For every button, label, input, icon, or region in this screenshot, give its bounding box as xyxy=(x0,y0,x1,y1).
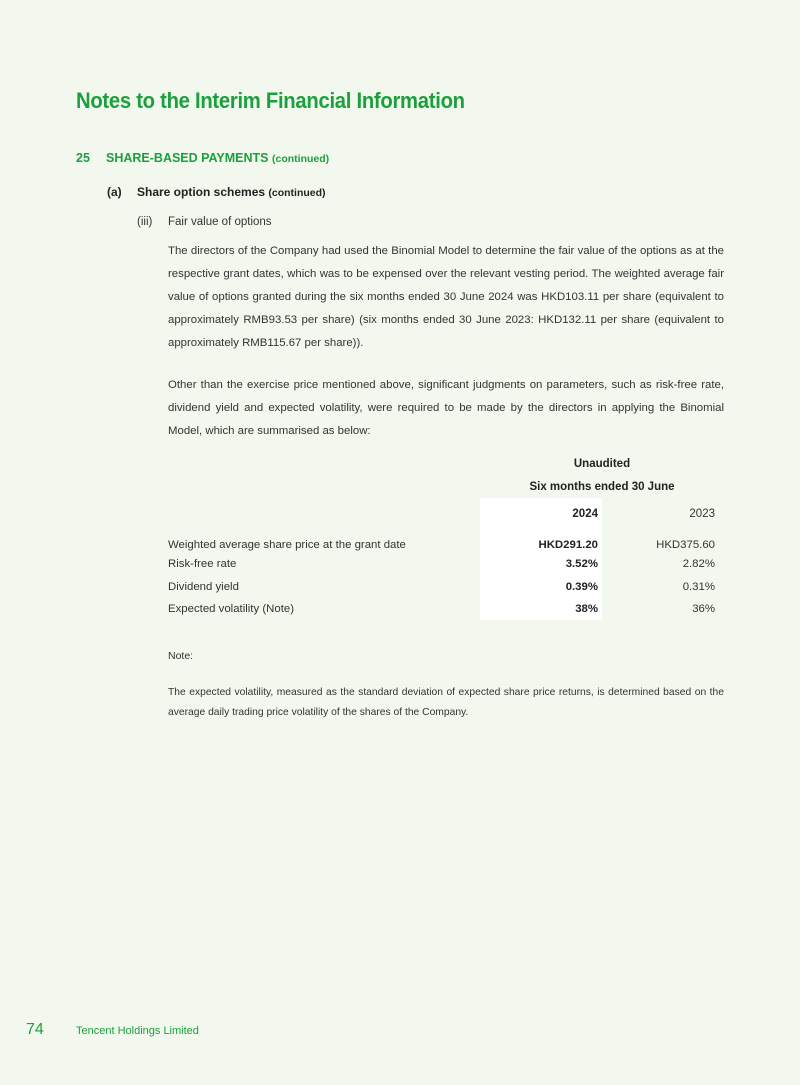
subsection-heading xyxy=(107,185,326,199)
column-header-2024: 2024 xyxy=(572,508,598,520)
row-label: Expected volatility (Note) xyxy=(168,603,294,615)
value-2024: HKD291.20 xyxy=(538,539,598,551)
note-text: The expected volatility, measured as the standard deviation of expected share price returns, is determined based on the average daily trading price volatility of the shares of the Company. xyxy=(168,687,724,718)
row-label: Dividend yield xyxy=(168,581,239,593)
row-label: Weighted average share price at the grant date xyxy=(168,539,406,551)
value-2023: 2.82% xyxy=(682,558,715,570)
footer-company-name: Tencent Holdings Limited xyxy=(76,1025,199,1037)
section-title: SHARE-BASED PAYMENTS xyxy=(106,151,269,165)
paragraph-fair-value: The directors of the Company had used the Binomial Model to determine the fair value of the options as at the respective grant dates, which was to be expensed over the relevant vesting period. The weighted average fair value of options granted during the six months ended 30 June 2024 was HKD103.11 per share (equivalent to approximately RMB93.53 per share) (six months ended 30 June 2023: HKD132.11 per share (equivalent to approximately RMB115.67 per share)). xyxy=(168,245,724,349)
value-2023: 0.31% xyxy=(682,581,715,593)
value-2023: 36% xyxy=(692,603,715,615)
item-heading xyxy=(137,216,272,228)
subsection-label: (a) xyxy=(107,185,122,199)
value-2024: 38% xyxy=(575,603,598,615)
section-heading xyxy=(76,151,329,165)
page-number: 74 xyxy=(26,1021,44,1038)
section-number: 25 xyxy=(76,151,90,165)
table-row xyxy=(168,603,724,623)
value-2023: HKD375.60 xyxy=(656,539,715,551)
note-label: Note: xyxy=(168,650,194,662)
table-header-period: Six months ended 30 June xyxy=(529,481,675,493)
item-title: Fair value of options xyxy=(168,216,272,228)
paragraph-judgments: Other than the exercise price mentioned above, significant judgments on parameters, such as risk-free rate, dividend yield and expected volatility, were required to be made by the directors in applying the Binomial Model, which are summarised as below: xyxy=(168,379,724,437)
table-row xyxy=(168,581,724,601)
column-header-2023: 2023 xyxy=(689,508,715,520)
value-2024: 3.52% xyxy=(565,558,598,570)
subsection-suffix: (continued) xyxy=(268,187,326,199)
table-row xyxy=(168,558,724,578)
page-title: Notes to the Interim Financial Information xyxy=(76,88,465,113)
table-header-unaudited: Unaudited xyxy=(573,458,631,470)
item-label: (iii) xyxy=(137,216,153,228)
table-row xyxy=(168,539,724,559)
subsection-title: Share option schemes xyxy=(137,185,266,199)
value-2024: 0.39% xyxy=(565,581,598,593)
section-suffix: (continued) xyxy=(272,153,330,165)
row-label: Risk-free rate xyxy=(168,558,237,570)
